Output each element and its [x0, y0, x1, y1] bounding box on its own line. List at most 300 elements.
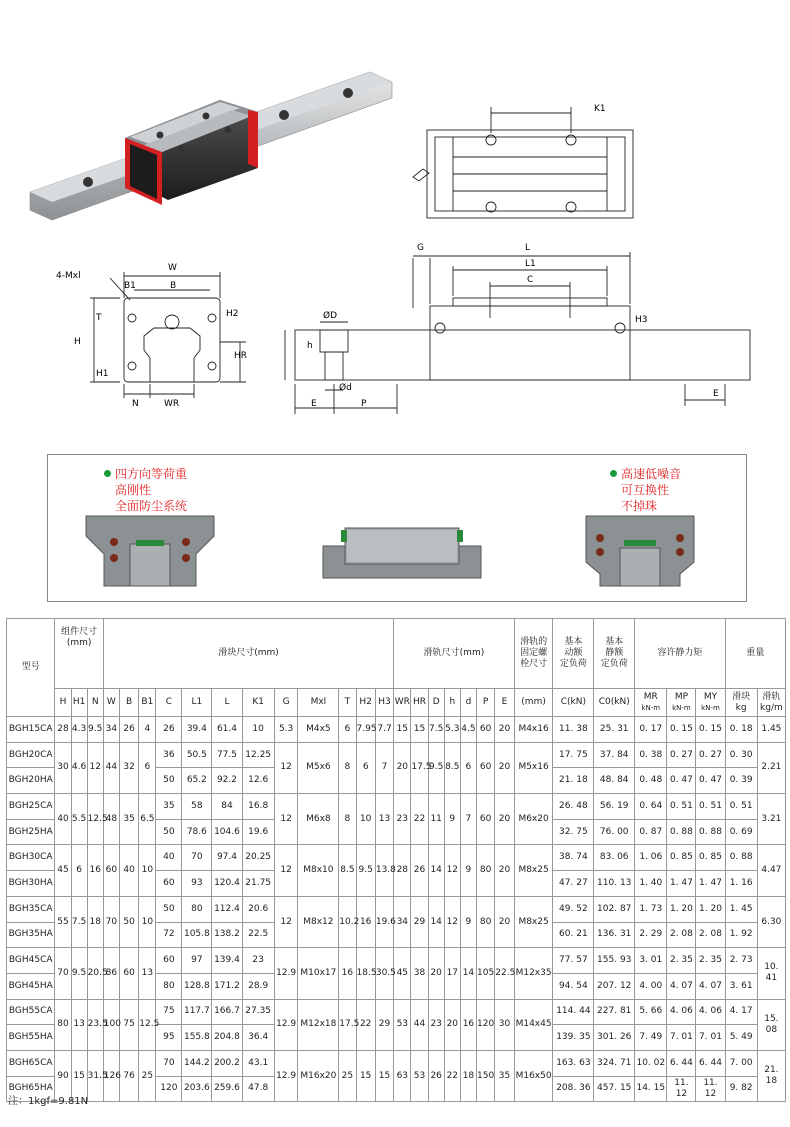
cell-c_kn: 208. 36 — [553, 1076, 594, 1102]
cell-h2: 9.5 — [356, 845, 375, 896]
cell-h2: 16 — [356, 896, 375, 947]
cell-c: 35 — [156, 794, 182, 820]
cell-kg: 1. 16 — [725, 871, 757, 897]
cell-c_kn: 38. 74 — [553, 845, 594, 871]
cell-p: 80 — [476, 896, 494, 947]
cell-my: 6. 44 — [696, 1050, 725, 1076]
cell-h: 80 — [55, 999, 71, 1050]
cell-w: 34 — [103, 717, 119, 743]
wr-label: WR — [164, 399, 180, 409]
cell-rail-weight: 3.21 — [757, 794, 785, 845]
cell-k1: 28.9 — [242, 973, 274, 999]
cell-k1: 16.8 — [242, 794, 274, 820]
cell-l1: 50.5 — [182, 742, 212, 768]
cell-h1: 5.5 — [71, 794, 87, 845]
cell-mr: 1. 73 — [635, 896, 667, 922]
cell-my: 0. 51 — [696, 794, 725, 820]
cell-h: 12 — [444, 845, 460, 896]
col-e: E — [495, 689, 514, 717]
cell-my: 2. 08 — [696, 922, 725, 948]
cell-t: 8 — [339, 742, 356, 793]
cell-d: 16 — [460, 999, 476, 1050]
b1-label: B1 — [124, 281, 136, 291]
e2-label: E — [713, 389, 719, 399]
cell-mp: 0. 15 — [667, 717, 696, 743]
cell-h: 30 — [55, 742, 71, 793]
cell-my: 0. 27 — [696, 742, 725, 768]
cell-rail-weight: 21. 18 — [757, 1050, 785, 1101]
cell-c_kn: 26. 48 — [553, 794, 594, 820]
cell-mp: 0. 47 — [667, 768, 696, 794]
cell-g: 12.9 — [274, 1050, 298, 1101]
col-b: B — [119, 689, 138, 717]
col-mxl: Mxl — [298, 689, 339, 717]
cell-h2: 22 — [356, 999, 375, 1050]
cell-mp: 4. 07 — [667, 973, 696, 999]
cell-c: 72 — [156, 922, 182, 948]
cell-hr: 53 — [411, 1050, 428, 1101]
cell-mp: 11. 12 — [667, 1076, 696, 1102]
cell-l1: 93 — [182, 871, 212, 897]
cell-b1: 4 — [139, 717, 156, 743]
cell-rail-weight: 2.21 — [757, 742, 785, 793]
cell-my: 1. 47 — [696, 871, 725, 897]
weight-header: 重量 — [725, 619, 785, 689]
cell-mr: 0. 38 — [635, 742, 667, 768]
cell-l: 200.2 — [212, 1050, 242, 1076]
cell-kg: 2. 73 — [725, 948, 757, 974]
cell-kg: 0. 30 — [725, 742, 757, 768]
cell-b: 32 — [119, 742, 138, 793]
cell-h2: 15 — [356, 1050, 375, 1101]
model-cell: BGH45CA — [7, 948, 55, 974]
cell-mp: 4. 06 — [667, 999, 696, 1025]
cell-h2: 18.5 — [356, 948, 375, 999]
cell-e: 20 — [495, 717, 514, 743]
cell-mr: 10. 02 — [635, 1050, 667, 1076]
phi-d-small-label: Ød — [339, 383, 352, 393]
cell-l: 61.4 — [212, 717, 242, 743]
cell-h: 90 — [55, 1050, 71, 1101]
end-view-drawing — [50, 258, 250, 408]
cell-bolt: M8x25 — [514, 896, 553, 947]
cell-c0_kn: 25. 31 — [594, 717, 635, 743]
cell-my: 7. 01 — [696, 1025, 725, 1051]
l-label: L — [525, 243, 531, 253]
cell-wr: 28 — [394, 845, 411, 896]
col-mp: MP kN-m — [667, 689, 696, 717]
cell-b: 40 — [119, 845, 138, 896]
cell-t: 17.5 — [339, 999, 356, 1050]
subheader-row — [7, 689, 786, 717]
cell-c_kn: 47. 27 — [553, 871, 594, 897]
h1-label: H1 — [96, 369, 109, 379]
cell-c0_kn: 301. 26 — [594, 1025, 635, 1051]
col-h3: H3 — [375, 689, 393, 717]
cell-kg: 5. 49 — [725, 1025, 757, 1051]
cell-c_kn: 94. 54 — [553, 973, 594, 999]
cell-k1: 23 — [242, 948, 274, 974]
cell-l: 104.6 — [212, 819, 242, 845]
cell-rail-weight: 10. 41 — [757, 948, 785, 999]
assembly-header: 组件尺寸 (mm) — [55, 619, 103, 689]
model-cell: BGH15CA — [7, 717, 55, 743]
cell-bolt: M12x35 — [514, 948, 553, 999]
cell-c: 95 — [156, 1025, 182, 1051]
col-h2: H2 — [356, 689, 375, 717]
bullet-icon — [610, 470, 617, 477]
model-cell: BGH45HA — [7, 973, 55, 999]
cell-t: 16 — [339, 948, 356, 999]
cell-k1: 36.4 — [242, 1025, 274, 1051]
cell-w: 44 — [103, 742, 119, 793]
cell-c: 70 — [156, 1050, 182, 1076]
cell-mp: 2. 08 — [667, 922, 696, 948]
feature-item: 高刚性 — [115, 483, 152, 497]
cell-c0_kn: 76. 00 — [594, 819, 635, 845]
col-bolt-mm: (mm) — [514, 689, 553, 717]
cell-c_kn: 17. 75 — [553, 742, 594, 768]
h-label: H — [74, 337, 81, 347]
cell-n: 23.5 — [87, 999, 103, 1050]
cell-mr: 1. 06 — [635, 845, 667, 871]
cell-c0_kn: 83. 06 — [594, 845, 635, 871]
col-h: H — [55, 689, 71, 717]
model-cell: BGH55CA — [7, 999, 55, 1025]
model-cell: BGH30CA — [7, 845, 55, 871]
col-wr: WR — [394, 689, 411, 717]
cell-my: 0. 15 — [696, 717, 725, 743]
cell-mp: 2. 35 — [667, 948, 696, 974]
h2-label: H2 — [226, 309, 239, 319]
side-view-drawing — [285, 238, 760, 418]
top-view-drawing — [405, 95, 645, 225]
cell-my: 2. 35 — [696, 948, 725, 974]
cell-kg: 0. 51 — [725, 794, 757, 820]
col-rail-kgm: 滑轨 kg/m — [757, 689, 785, 717]
cell-h: 22 — [444, 1050, 460, 1101]
cell-h: 5.3 — [444, 717, 460, 743]
table-row — [7, 896, 786, 922]
cell-hr: 38 — [411, 948, 428, 999]
cell-l: 77.5 — [212, 742, 242, 768]
cell-p: 105 — [476, 948, 494, 999]
cell-p: 150 — [476, 1050, 494, 1101]
cell-hr: 29 — [411, 896, 428, 947]
cell-mp: 0. 27 — [667, 742, 696, 768]
cell-h: 45 — [55, 845, 71, 896]
cell-h1: 7.5 — [71, 896, 87, 947]
cell-p: 60 — [476, 794, 494, 845]
cell-b: 75 — [119, 999, 138, 1050]
cell-e: 35 — [495, 1050, 514, 1101]
table-row — [7, 717, 786, 743]
product-photo — [30, 60, 400, 245]
cell-l: 139.4 — [212, 948, 242, 974]
cell-wr: 15 — [394, 717, 411, 743]
cell-bolt: M5x16 — [514, 742, 553, 793]
cell-d: 7 — [460, 794, 476, 845]
g-label: G — [417, 243, 424, 253]
cell-n: 31.5 — [87, 1050, 103, 1101]
cell-k1: 10 — [242, 717, 274, 743]
cell-d: 11 — [428, 794, 444, 845]
phi-d-label: ØD — [323, 311, 338, 321]
cell-mr: 5. 66 — [635, 999, 667, 1025]
cell-l: 171.2 — [212, 973, 242, 999]
cell-d: 7.5 — [428, 717, 444, 743]
cell-k1: 21.75 — [242, 871, 274, 897]
cell-t: 10.2 — [339, 896, 356, 947]
cell-mxl: M12x18 — [298, 999, 339, 1050]
cell-c: 50 — [156, 768, 182, 794]
cell-rail-weight: 6.30 — [757, 896, 785, 947]
col-block-kg: 滑块 kg — [725, 689, 757, 717]
cell-b: 60 — [119, 948, 138, 999]
cell-l: 120.4 — [212, 871, 242, 897]
cell-rail-weight: 15. 08 — [757, 999, 785, 1050]
cell-h: 55 — [55, 896, 71, 947]
cell-l1: 117.7 — [182, 999, 212, 1025]
cell-w: 86 — [103, 948, 119, 999]
feature-item: 可互换性 — [621, 483, 670, 497]
cell-c_kn: 32. 75 — [553, 819, 594, 845]
cell-c_kn: 11. 38 — [553, 717, 594, 743]
cell-c0_kn: 227. 81 — [594, 999, 635, 1025]
cell-l: 138.2 — [212, 922, 242, 948]
cell-b1: 10 — [139, 896, 156, 947]
cell-c0_kn: 324. 71 — [594, 1050, 635, 1076]
cell-h1: 9.5 — [71, 948, 87, 999]
cell-c: 75 — [156, 999, 182, 1025]
cell-h: 28 — [55, 717, 71, 743]
cell-l1: 70 — [182, 845, 212, 871]
cell-h: 70 — [55, 948, 71, 999]
cell-h3: 7.7 — [375, 717, 393, 743]
cell-k1: 20.6 — [242, 896, 274, 922]
cell-c0_kn: 48. 84 — [594, 768, 635, 794]
cell-c0_kn: 136. 31 — [594, 922, 635, 948]
e-label: E — [311, 399, 317, 409]
c-label: C — [527, 275, 534, 285]
cell-mp: 1. 20 — [667, 896, 696, 922]
col-t: T — [339, 689, 356, 717]
model-cell: BGH35CA — [7, 896, 55, 922]
col-n: N — [87, 689, 103, 717]
cell-c_kn: 77. 57 — [553, 948, 594, 974]
cell-e: 30 — [495, 999, 514, 1050]
col-d-small: d — [460, 689, 476, 717]
model-cell: BGH30HA — [7, 871, 55, 897]
cell-l: 97.4 — [212, 845, 242, 871]
cell-bolt: M8x25 — [514, 845, 553, 896]
cell-k1: 43.1 — [242, 1050, 274, 1076]
cell-my: 0. 88 — [696, 819, 725, 845]
col-l: L — [212, 689, 242, 717]
model-cell: BGH20HA — [7, 768, 55, 794]
cell-c0_kn: 207. 12 — [594, 973, 635, 999]
cell-c_kn: 21. 18 — [553, 768, 594, 794]
cell-wr: 63 — [394, 1050, 411, 1101]
cell-n: 18 — [87, 896, 103, 947]
cell-l: 112.4 — [212, 896, 242, 922]
p-label: P — [361, 399, 367, 409]
cell-mp: 0. 88 — [667, 819, 696, 845]
cell-c: 80 — [156, 973, 182, 999]
cell-n: 12 — [87, 742, 103, 793]
cell-kg: 0. 18 — [725, 717, 757, 743]
cell-mxl: M10x17 — [298, 948, 339, 999]
cell-d: 9 — [460, 896, 476, 947]
table-row — [7, 845, 786, 871]
cell-w: 60 — [103, 845, 119, 896]
cell-t: 25 — [339, 1050, 356, 1101]
cell-b1: 10 — [139, 845, 156, 896]
cell-n: 12.5 — [87, 794, 103, 845]
cell-hr: 44 — [411, 999, 428, 1050]
rail-header: 滑轨尺寸(mm) — [394, 619, 515, 689]
cell-k1: 20.25 — [242, 845, 274, 871]
footnote: 注：1kgf=9.81N — [8, 1096, 89, 1107]
model-header: 型号 — [7, 619, 55, 717]
block-header: 滑块尺寸(mm) — [103, 619, 393, 689]
cell-b: 26 — [119, 717, 138, 743]
cell-k1: 47.8 — [242, 1076, 274, 1102]
cell-l: 204.8 — [212, 1025, 242, 1051]
cell-kg: 0. 88 — [725, 845, 757, 871]
cell-h3: 13 — [375, 794, 393, 845]
cell-h3: 30.5 — [375, 948, 393, 999]
col-my: MY kN-m — [696, 689, 725, 717]
cell-h3: 13.8 — [375, 845, 393, 896]
col-c-kn: C(kN) — [553, 689, 594, 717]
cell-h: 40 — [55, 794, 71, 845]
cell-h1: 6 — [71, 845, 87, 896]
cell-d: 4.5 — [460, 717, 476, 743]
cell-mxl: M4x5 — [298, 717, 339, 743]
cell-l: 166.7 — [212, 999, 242, 1025]
cell-h2: 10 — [356, 794, 375, 845]
cell-g: 12.9 — [274, 948, 298, 999]
cell-c_kn: 114. 44 — [553, 999, 594, 1025]
cell-kg: 7. 00 — [725, 1050, 757, 1076]
static-load-header: 基本 静额 定负荷 — [594, 619, 635, 689]
cell-l: 259.6 — [212, 1076, 242, 1102]
cell-d: 14 — [460, 948, 476, 999]
cell-d: 26 — [428, 1050, 444, 1101]
cell-h1: 4.3 — [71, 717, 87, 743]
cell-wr: 53 — [394, 999, 411, 1050]
model-cell: BGH65CA — [7, 1050, 55, 1076]
cell-e: 20 — [495, 794, 514, 845]
table-row — [7, 794, 786, 820]
cell-kg: 9. 82 — [725, 1076, 757, 1102]
cell-h1: 13 — [71, 999, 87, 1050]
k1-label: K1 — [594, 104, 606, 114]
col-w: W — [103, 689, 119, 717]
spec-table-body — [7, 717, 786, 1102]
cell-h1: 15 — [71, 1050, 87, 1101]
l1-label: L1 — [525, 259, 536, 269]
cell-mxl: M6x8 — [298, 794, 339, 845]
cell-b1: 12.5 — [139, 999, 156, 1050]
cell-w: 70 — [103, 896, 119, 947]
cell-mr: 0. 87 — [635, 819, 667, 845]
cell-c_kn: 163. 63 — [553, 1050, 594, 1076]
cell-mr: 14. 15 — [635, 1076, 667, 1102]
col-d: D — [428, 689, 444, 717]
cell-c0_kn: 155. 93 — [594, 948, 635, 974]
cell-h3: 29 — [375, 999, 393, 1050]
cell-d: 20 — [428, 948, 444, 999]
model-cell: BGH25HA — [7, 819, 55, 845]
cell-my: 0. 47 — [696, 768, 725, 794]
cell-wr: 34 — [394, 896, 411, 947]
cell-mp: 1. 47 — [667, 871, 696, 897]
cell-w: 100 — [103, 999, 119, 1050]
col-h1: H1 — [71, 689, 87, 717]
moment-header: 容许静力矩 — [635, 619, 725, 689]
cell-e: 22.5 — [495, 948, 514, 999]
col-g: G — [274, 689, 298, 717]
cell-mr: 0. 48 — [635, 768, 667, 794]
feature-item: 全面防尘系统 — [115, 499, 188, 513]
cell-n: 20.5 — [87, 948, 103, 999]
cell-mr: 3. 01 — [635, 948, 667, 974]
cell-g: 12.9 — [274, 999, 298, 1050]
cell-hr: 22 — [411, 794, 428, 845]
cell-b1: 13 — [139, 948, 156, 999]
cell-g: 12 — [274, 896, 298, 947]
cell-mr: 0. 64 — [635, 794, 667, 820]
cell-g: 12 — [274, 742, 298, 793]
cell-b: 50 — [119, 896, 138, 947]
cell-l: 92.2 — [212, 768, 242, 794]
cell-bolt: M6x20 — [514, 794, 553, 845]
cell-l1: 144.2 — [182, 1050, 212, 1076]
cell-l1: 203.6 — [182, 1076, 212, 1102]
cell-h3: 19.6 — [375, 896, 393, 947]
cell-l1: 105.8 — [182, 922, 212, 948]
n-label: N — [132, 399, 139, 409]
cell-my: 0. 85 — [696, 845, 725, 871]
cell-mp: 6. 44 — [667, 1050, 696, 1076]
cell-k1: 12.25 — [242, 742, 274, 768]
cell-hr: 15 — [411, 717, 428, 743]
cell-d: 14 — [428, 896, 444, 947]
cell-mr: 4. 00 — [635, 973, 667, 999]
cell-mxl: M16x20 — [298, 1050, 339, 1101]
bolt-header: 滑轨的 固定螺 栓尺寸 — [514, 619, 553, 689]
cell-d: 18 — [460, 1050, 476, 1101]
cell-w: 126 — [103, 1050, 119, 1101]
cell-h3: 7 — [375, 742, 393, 793]
cross-section-center — [323, 526, 481, 578]
t-label: T — [96, 313, 102, 323]
cell-kg: 1. 45 — [725, 896, 757, 922]
cell-d: 9.5 — [428, 742, 444, 793]
model-cell: BGH25CA — [7, 794, 55, 820]
table-row — [7, 742, 786, 768]
cell-b1: 6 — [139, 742, 156, 793]
cell-my: 4. 07 — [696, 973, 725, 999]
model-cell: BGH35HA — [7, 922, 55, 948]
model-cell: BGH20CA — [7, 742, 55, 768]
cell-p: 60 — [476, 742, 494, 793]
cell-t: 8 — [339, 794, 356, 845]
cell-rail-weight: 1.45 — [757, 717, 785, 743]
cell-k1: 12.6 — [242, 768, 274, 794]
